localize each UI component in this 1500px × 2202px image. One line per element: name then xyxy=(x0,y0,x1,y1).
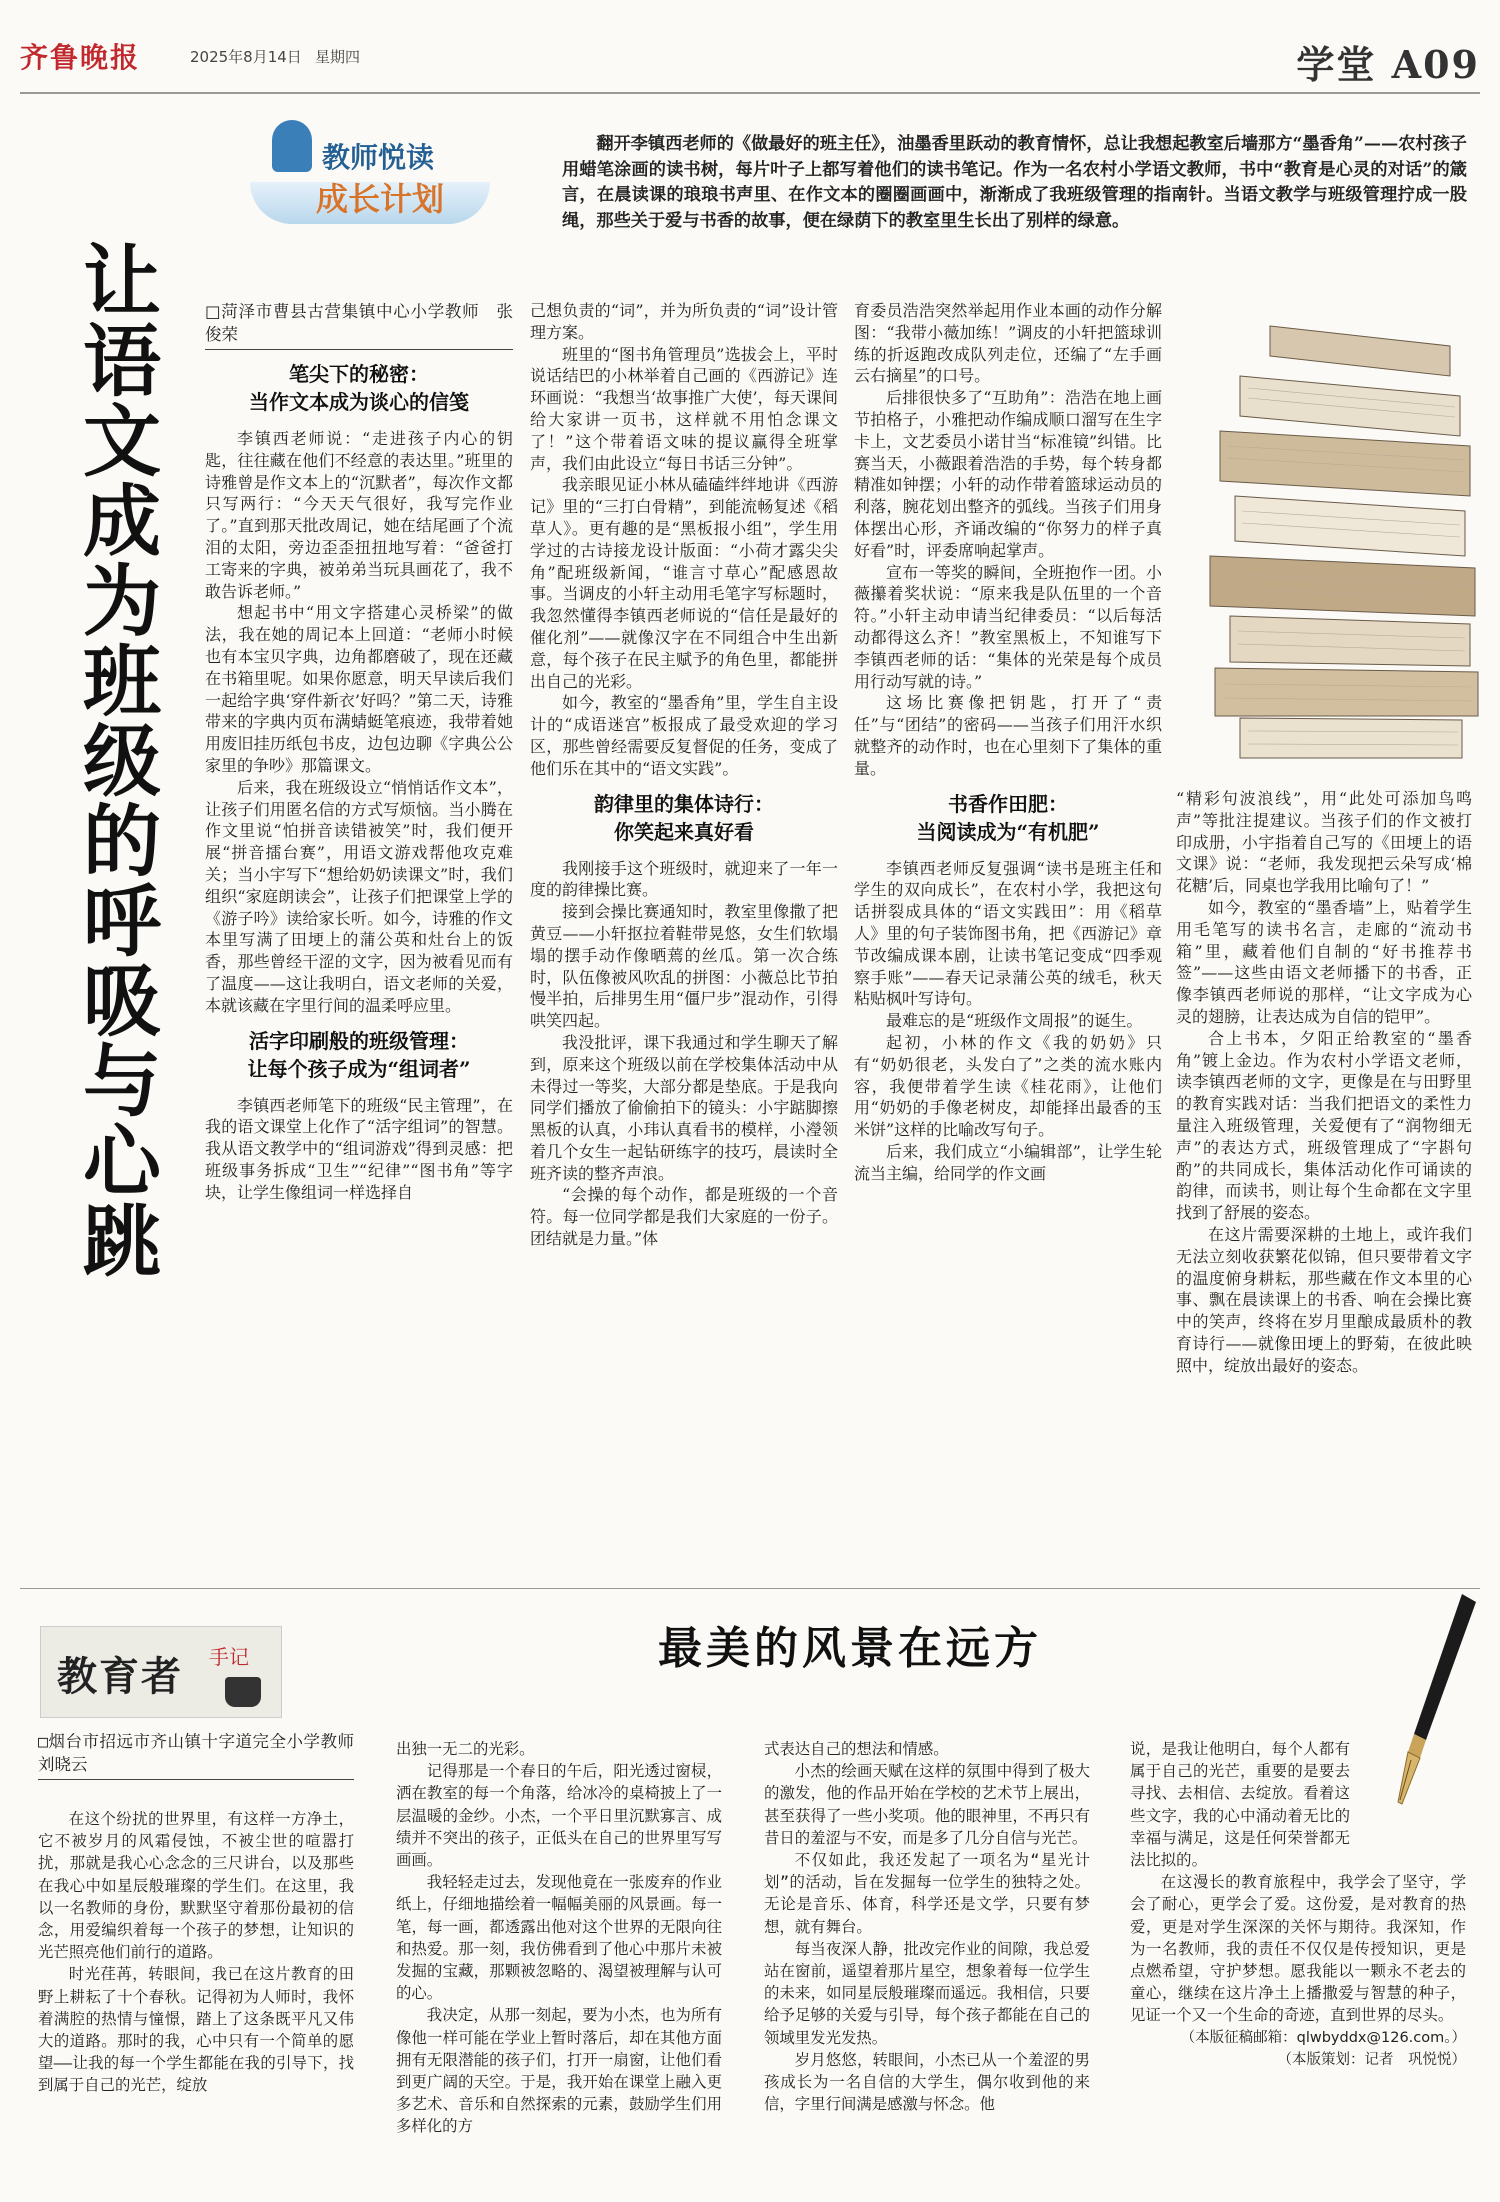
paragraph: 后来，我在班级设立“悄悄话作文本”，让孩子们用匿名信的方式写烦恼。当小腾在作文里说“怕拼音读错被笑”时，我们便开展“拼音擂台赛”，用语文游戏帮他攻克难关；当小宇写下“想给奶奶读课文”时，我们组织“家庭朗读会”，让孩子们把课堂上学的《游子吟》读给家长听。如今，诗雅的作文本里写满了田埂上的蒲公英和灶台上的饭香，那些曾经干涩的文字，因为被看见而有了温度——这让我明白，语文老师的关爱，本就该藏在字里行间的温柔呼应里。 xyxy=(205,777,513,1015)
paragraph: 班里的“图书角管理员”选拔会上，平时说话结巴的小林举着自己画的《西游记》连环画说：“我想当‘故事推广大使’，每天课间给大家讲一页书，这样就不用怕念课文了！”这个带着语文味的提议赢得全班掌声，我们由此设立“每日书话三分钟”。 xyxy=(530,344,838,473)
paragraph: 在这片需要深耕的土地上，或许我们无法立刻收获繁花似锦，但只要带着文字的温度俯身耕耘，那些藏在作文本里的心事、飘在晨读课上的书香、响在会操比赛中的笑声，终将在岁月里酿成最质朴的教育诗行——就像田埂上的野菊，在彼此映照中，绽放出最好的姿态。 xyxy=(1176,1224,1472,1375)
paragraph: 不仅如此，我还发起了一项名为“星光计划”的活动，旨在发掘每一位学生的独特之处。无论是音乐、体育，科学还是文学，只要有梦想，就有舞台。 xyxy=(764,1851,1090,1936)
subheading-3 xyxy=(530,790,838,846)
page-editor-credit: （本版策划：记者 巩悦悦） xyxy=(1277,2051,1466,2068)
essay-headline: 最美的风景在远方 xyxy=(658,1623,1042,1674)
feature-headline: 让语文成为班级的呼吸与心跳 xyxy=(70,240,161,1280)
paragraph: 育委员浩浩突然举起用作业本画的动作分解图：“我带小薇加练！”调皮的小轩把篮球训练的折返跑改成队列走位，还编了“左手画云右摘星”的口号。 xyxy=(854,301,1162,386)
subheading-1-line1: 笔尖下的秘密： xyxy=(289,362,429,386)
column-logo-educator-notes xyxy=(40,1626,282,1718)
subheading-4-line2: 当阅读成为“有机肥” xyxy=(916,819,1100,844)
books-stack-illustration xyxy=(1200,306,1480,776)
paragraph: 在这个纷扰的世界里，有这样一方净土，它不被岁月的风霜侵蚀，不被尘世的喧嚣打扰，那就是我心心念念的三尺讲台，以及那些在我心中如星辰般璀璨的学生们。在这里，我以一名教师的身份，默默坚守着那份最初的信念，用爱编织着每一个孩子的梦想，让知识的光芒照亮他们前行的道路。 xyxy=(38,1810,354,1962)
feature-column-2 xyxy=(530,300,838,1250)
paragraph: 我刚接手这个班级时，就迎来了一年一度的韵律操比赛。 xyxy=(530,858,838,900)
paragraph: 合上书本，夕阳正给教室的“墨香角”镀上金边。作为农村小学语文老师，读李镇西老师的文字，更像是在与田野里的教育实践对话：当我们把语文的柔性力量注入班级管理，关爱便有了“润物细无声”的表达方式，班级管理成了“字斟句酌”的共同成长，集体活动化作可诵读的韵律，而读书，则让每个生命都在文字里找到了舒展的姿态。 xyxy=(1176,1028,1472,1223)
paragraph: 如今，教室的“墨香角”里，学生自主设计的“成语迷宫”板报成了最受欢迎的学习区，那些曾经需要反复督促的任务，变成了他们乐在其中的“语文实践”。 xyxy=(530,693,838,778)
paragraph: “会操的每个动作，都是班级的一个音符。每一位同学都是我们大家庭的一份子。团结就是力量。”体 xyxy=(530,1185,838,1249)
paragraph: 我轻轻走过去，发现他竟在一张废弃的作业纸上，仔细地描绘着一幅幅美丽的风景画。每一笔，每一画，都透露出他对这个世界的无限向往和热爱。那一刻，我仿佛看到了他心中那片未被发掘的宝藏，那颗被忽略的、渴望被理解与认可的心。 xyxy=(396,1873,722,2003)
masthead-rule xyxy=(20,92,1480,94)
subheading-2-line1: 活字印刷般的班级管理： xyxy=(249,1028,469,1053)
paragraph: 最难忘的是“班级作文周报”的诞生。 xyxy=(886,1011,1143,1031)
subheading-1 xyxy=(205,360,513,416)
subheading-1-line2: 当作文本成为谈心的信笺 xyxy=(249,390,469,414)
column-logo-line1: 教师悦读 xyxy=(322,141,435,174)
paragraph: 出独一无二的光彩。 xyxy=(396,1740,535,1758)
feature-intro: 翻开李镇西老师的《做最好的班主任》，油墨香里跃动的教育情怀，总让我想起教室后墙那方“墨香角”——农村孩子用蜡笔涂画的读书树，每片叶子上都写着他们的读书笔记。作为一名农村小学语文教师，书中“教育是心灵的对话”的箴言，在晨读课的琅琅书声里、在作文本的圈圈画画中，渐渐成了我班级管理的指南针。当语文教学与班级管理拧成一股绳，那些关于爱与书香的故事，便在绿荫下的教室里生长出了别样的绿意。 xyxy=(562,134,1467,231)
paragraph: 每当夜深人静，批改完作业的间隙，我总爱站在窗前，遥望着那片星空，想象着每一位学生的未来，如同星辰般璀璨而遥远。我相信，只要给予足够的关爱与引导，每个孩子都能在自己的领域里发光发热。 xyxy=(764,1939,1090,2047)
column-logo-subtext: 手记 xyxy=(209,1645,249,1669)
paragraph: “精彩句波浪线”，用“此处可添加鸟鸣声”等批注提建议。当孩子们的作文被打印成册，小宇指着自己写的《田埂上的语文课》说：“老师，我发现把云朵写成‘棉花糖’后，同桌也学我用比喻句了！” xyxy=(1176,789,1472,896)
subheading-2-line2: 让每个孩子成为“组词者” xyxy=(247,1056,471,1081)
paragraph: 式表达自己的想法和情感。 xyxy=(764,1740,949,1758)
essay-byline: □烟台市招远市齐山镇十字道完全小学教师 刘晓云 xyxy=(38,1732,371,1774)
paragraph: 后来，我们成立“小编辑部”，让学生轮流当主编，给同学的作文画 xyxy=(854,1141,1162,1183)
masthead xyxy=(20,30,1480,90)
paragraph: 起初，小林的作文《我的奶奶》只有“奶奶很老，头发白了”之类的流水账内容，我便带着学生读《桂花雨》，让他们用“奶奶的手像老树皮，却能择出最香的玉米饼”这样的比喻改写句子。 xyxy=(854,1032,1162,1140)
paragraph: 后排很快多了“互助角”：浩浩在地上画节拍格子，小雅把动作编成顺口溜写在生字卡上，文艺委员小诺甘当“标准镜”纠错。比赛当天，小薇跟着浩浩的手势，每个转身都精准如钟摆；小轩的动作带着篮球运动员的利落，腕花划出整齐的弧线。当孩子们用身体摆出心形，齐诵改编的“你努力的样子真好看”时，评委席响起掌声。 xyxy=(854,388,1162,560)
paragraph: 李镇西老师反复强调“读书是班主任和学生的双向成长”，在农村小学，我把这句话拼裂成具体的“语文实践田”：用《稻草人》里的句子装饰图书角，把《西游记》章节改编成课本剧，让读书笔记变成“四季观察手账”——春天记录蒲公英的绒毛，秋天粘贴枫叶写诗句。 xyxy=(854,858,1162,1009)
paragraph: 我亲眼见证小林从磕磕绊绊地讲《西游记》里的“三打白骨精”，到能流畅复述《稻草人》。更有趣的是“黑板报小组”，学生用学过的古诗接龙设计版面：“小荷才露尖尖角”配班级新闻，“谁言寸草心”配感恩故事。当调皮的小轩主动用毛笔字写标题时，我忽然懂得李镇西老师说的“信任是最好的催化剂”——就像汉字在不同组合中生出新意，每个孩子在民主赋予的角色里，都能拼出自己的光彩。 xyxy=(530,475,838,691)
newspaper-logo: 齐鲁晚报 xyxy=(20,41,141,74)
section-divider xyxy=(20,1588,1480,1589)
subheading-3-line2: 你笑起来真好看 xyxy=(614,819,754,844)
paragraph: 如今，教室的“墨香墙”上，贴着学生用毛笔写的读书名言，走廊的“流动书箱”里，藏着他们自制的“好书推荐书签”——这些由语文老师播下的书香，正像李镇西老师说的那样，“让文字成为心灵的翅膀，让表达成为自信的铠甲”。 xyxy=(1176,897,1472,1026)
paragraph: 我没批评，课下我通过和学生聊天了解到，原来这个班级以前在学校集体活动中从未得过一等奖，大部分都是垫底。于是我向同学们播放了偷偷拍下的镜头：小宇踮脚擦黑板的认真，小玮认真看书的模样，小瀅领着几个女生一起钻研练字的技巧，晨读时全班齐读的整齐声浪。 xyxy=(530,1032,838,1183)
subheading-3-line1: 韵律里的集体诗行： xyxy=(594,791,774,816)
issue-weekday: 星期四 xyxy=(315,48,361,66)
paragraph: 在这漫长的教育旅程中，我学会了坚守，学会了耐心，更学会了爱。这份爱，是对教育的热爱，更是对学生深深的关怀与期待。我深知，作为一名教师，我的责任不仅仅是传授知识，更是点燃希望，守护梦想。愿我能以一颗永不老去的童心，继续在这片净土上播撒爱与智慧的种子，见证一个又一个生命的奇迹，直到世界的尽头。 xyxy=(1130,1873,1466,2025)
feature-column-1 xyxy=(205,300,513,1204)
paragraph: 岁月悠悠，转眼间，小杰已从一个羞涩的男孩成长为一名自信的大学生，偶尔收到他的来信，字里行间满是感激与怀念。他 xyxy=(764,2050,1090,2114)
submission-email: （本版征稿邮箱：qlwbyddx@126.com。） xyxy=(1180,2029,1466,2046)
section-page-label: 学堂 A09 xyxy=(1296,42,1480,87)
column-logo-line2: 成长计划 xyxy=(316,180,445,218)
paragraph: 时光荏苒，转眼间，我已在这片教育的田野上耕耘了十个春秋。记得初为人师时，我怀着满腔的热情与憧憬，踏上了这条既平凡又伟大的道路。那时的我，心中只有一个简单的愿望——让我的每一个学生都能在我的引导下，找到属于自己的光芒，绽放 xyxy=(38,1965,354,2095)
paragraph: 这场比赛像把钥匙，打开了“责任”与“团结”的密码——当孩子们用汗水织就整齐的动作时，也在心里刻下了集体的重量。 xyxy=(854,693,1162,778)
column-logo-text: 教育者 xyxy=(57,1653,183,1700)
essay-column-2 xyxy=(396,1738,722,2138)
essay-column-3 xyxy=(764,1738,1090,2115)
subheading-2 xyxy=(205,1027,513,1083)
paragraph: 想起书中“用文字搭建心灵桥梁”的做法，我在她的周记本上回道：“老师小时候也有本宝贝字典，边角都磨破了，现在还藏在书箱里呢。如果你愿意，明天早读后我们一起给字典‘穿件新衣’好吗？”第二天，诗雅带来的字典内页布满蜻蜓笔痕迹，我带着她用废旧挂历纸包书皮，边包边聊《字典公公家里的争吵》那篇课文。 xyxy=(205,603,513,775)
essay-column-4 xyxy=(1130,1738,1466,2071)
paragraph: 宣布一等奖的瞬间，全班抱作一团。小薇攥着奖状说：“原来我是队伍里的一个音符。”小轩主动申请当纪律委员：“以后每活动都得这么齐！”教室黑板上，不知谁写下李镇西老师的话：“集体的光荣是每个成员用行动写就的诗。” xyxy=(854,562,1162,691)
paragraph: 接到会操比赛通知时，教室里像撒了把黄豆——小轩抠拉着鞋带晃悠，女生们软塌塌的摆手动作像晒蔫的丝瓜。第一次合练时，队伍像被风吹乱的拼图：小薇总比节拍慢半拍，后排男生用“僵尸步”混动作，引得哄笑四起。 xyxy=(530,902,838,1031)
essay-column-1 xyxy=(38,1730,371,2097)
subheading-4-line1: 书香作田肥： xyxy=(948,791,1068,816)
feature-byline: □菏泽市曹县古营集镇中心小学教师 张俊荣 xyxy=(205,302,513,344)
reader-figure-icon xyxy=(272,120,312,172)
issue-date: 2025年8月14日 xyxy=(190,48,302,66)
paragraph: 说，是我让他明白，每个人都有属于自己的光芒，重要的是要去寻找、去相信、去绽放。看着这些文字，我的心中涌动着无比的幸福与满足，这是任何荣誉都无法比拟的。 xyxy=(1130,1740,1350,1870)
feature-column-4 xyxy=(1176,788,1472,1377)
paragraph: 己想负责的“词”，并为所负责的“词”设计管理方案。 xyxy=(530,301,838,342)
paragraph: 记得那是一个春日的午后，阳光透过窗棂，洒在教室的每一个角落，给冰冷的桌椅披上了一层温暖的金纱。小杰，一个平日里沉默寡言、成绩并不突出的孩子，正低头在自己的世界里写写画画。 xyxy=(396,1762,722,1870)
ink-stone-icon xyxy=(225,1677,261,1707)
paragraph: 李镇西老师笔下的班级“民主管理”，在我的语文课堂上化作了“活字组词”的智慧。我从语文教学中的“组词游戏”得到灵感：把班级事务拆成“卫生”“纪律”“图书角”等字块，让学生像组词一样选择自 xyxy=(205,1095,513,1202)
paragraph: 小杰的绘画天赋在这样的氛围中得到了极大的激发，他的作品开始在学校的艺术节上展出，甚至获得了一些小奖项。他的眼神里，不再只有昔日的羞涩与不安，而是多了几分自信与光芒。 xyxy=(764,1762,1090,1847)
feature-column-3 xyxy=(854,300,1162,1184)
byline-rule xyxy=(205,349,513,350)
paragraph: 李镇西老师说：“走进孩子内心的钥匙，往往藏在他们不经意的表达里。”班里的诗雅曾是作文本上的“沉默者”，每次作文都只写两行：“今天天气很好，我写完作业了。”直到那天批改周记，她在结尾画了个流泪的太阳，旁边歪歪扭扭地写着：“爸爸打工寄来的字典，被弟弟当玩具画花了，我不敢告诉老师。” xyxy=(205,429,513,601)
paragraph: 我决定，从那一刻起，要为小杰，也为所有像他一样可能在学业上暂时落后，却在其他方面拥有无限潜能的孩子们，打开一扇窗，让他们看到更广阔的天空。于是，我开始在课堂上融入更多艺术、音乐和自然探索的元素，鼓励学生们用多样化的方 xyxy=(396,2006,722,2136)
column-logo-teacher-reading xyxy=(240,112,500,232)
subheading-4 xyxy=(854,790,1162,846)
